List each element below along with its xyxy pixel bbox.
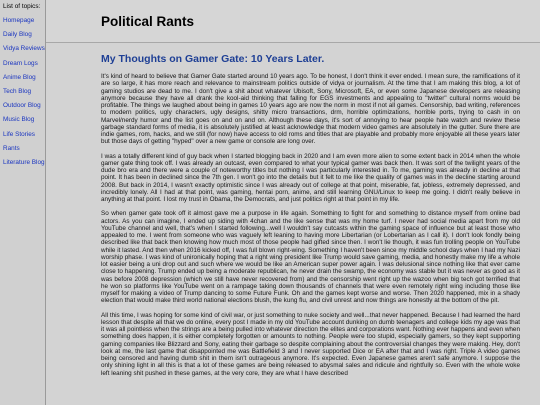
site-header	[46, 0, 540, 43]
sidebar-item-outdoor-blog[interactable]: Outdoor Blog	[3, 102, 41, 110]
sidebar-item-rants[interactable]: Rants	[3, 144, 20, 152]
post-paragraph: It's kind of heard to believe that Gamer Gate started around 10 years ago. To be honest, I don't think it ever ended. I mean sure, the ramifications of it are so large, it has more reach and relevance to mainstream politics outside of vidya or journalism. At the time that I am making this blog, a lot of gaming studios are dead to me. I don't give a shit about whatever Ubisoft, Sony, Microsoft, EA, or even some Japanese developers are releasing anymore because they have all drank the kool-aid thinking that falling for EGS investments and appealing to "twitter" cultural norms would be profitable. The things we laughed about being in games 10 years ago are now the norm in most if not all games. Censorship, bad writing, references to modern politics, ugly characters, ugly designs, shitty micro transactions, drm, horrible optimizations, horrible ports, trying to cash in on Marvel/nerdy humor and the list goes on and on and on. Although these days, it's sort of annoying to hear people hate watch and review these garbage standard forms of media, it is absolutely justified at least acknowledge that modern video games are absolutely in the gutter. Sure there are indie games, rom, hacks, and we still (for now) have access to old roms and titles that are playable and probably more enjoyable all these years later but those days of getting "hyped" over a new game or console are long over.	[101, 73, 520, 146]
sidebar-item-tech-blog[interactable]: Tech Blog	[3, 88, 32, 96]
post-paragraph: So when gamer gate took off it almost gave me a purpose in life again. Something to fight for and something to distance myself from online bad actors. As you can imagine, I ended up siding with 4chan and the like sense that was my home turf. I never had social media apart from my old YouTube channel and well, that's when I started following...well I wouldn't say cutcasts within the gaming space of influence but at least those who appealed to me. I went from someone who was vaguely left leaning to having more Libertarian (or Lobertarian as I call it). I don't look fondly being described like that back then knowing how much most of those people had gifted since then. I won't lie though, it was fun trolling people on YouTube while it lasted. And then when 2016 kicked off, I was full blown right-wing. Something I haven't been since my middle school days when I had my Nazi worship phase. I was kind of unironically hoping that a right wing president like Trump would save gaming, media, and honestly make my life a whole lot easier being a uni drop out and such where we would be like an American super power again. I was delusional since nothing like that ever came close to happening. Trump ended up being a moderate republican, he never drain the swamp, the economy was stable but it was never as good as it was before 2008 depression (which we still have never recovered from) and the censorship went right up the wazoo when big tech got terrified that he won so platforms like YouTube went on a rampage taking down thousands of channels that were even remotely right wing including those like myself for making a video of Trump dancing to some Future Funk. Oh and the games kept worse and worse. Then 2020 happened, mix in a shady election that would make third world national elections blush, the kung flu, and civil unrest and now things are honestly at the bottom of the pit.	[101, 210, 520, 305]
sidebar-item-music-blog[interactable]: Music Blog	[3, 116, 35, 124]
sidebar-item-daily-blog[interactable]: Daily Blog	[3, 31, 32, 39]
post-paragraph: I was a totally different kind of guy back when I started blogging back in 2020 and I am even more alien to some extent back in 2014 when the whole gamer gate thing took off. I was already an outcast, even compared to what your typical gamer was back then. It was sort of the twilight years of the dude bro era and there were a couple of noteworthy titles but nothing I was particularly interested in. To me, gaming was already in decline at that point. It has been in declined since the 7th gen. I won't go into the details but it felt to me like the quality of games was in the decline starting around 2008. But back in 2014, I wasn't exactly optimistic since I was already out of college at that point, miserable, fat, jobless, extremely depressed, and incredibly lonely. All I had at that point, was gaming, hentai porn, anime, and still learning GNU/Linux to keep me going. I didn't really believe in anything at that point. I lost my trust in Obama, the Democrats, and just politics right at that point in my life.	[101, 152, 520, 203]
blog-post	[46, 43, 540, 377]
sidebar-item-life-stories[interactable]: Life Stories	[3, 130, 35, 138]
main-content-area	[46, 0, 540, 405]
sidebar-item-homepage[interactable]: Homepage	[3, 17, 35, 24]
page-title: Political Rants	[101, 14, 195, 29]
sidebar-item-anime-blog[interactable]: Anime Blog	[3, 73, 36, 81]
sidebar-item-dream-logs[interactable]: Dream Logs	[3, 59, 38, 67]
post-paragraph: All this time, I was hoping for some kind of civil war, or just something to nuke society and well...that never happened. Because I had learned the hard lesson that despite all that we do online, every post I made in my old YouTube account dunking on dumb teenagers and college kids my age was that it was all pointless when the strings are a being pulled into whatever direction the elites and corporations want. Nothing ever happens and even when something does happen, it is either completely forgotten or amounts to nothing. People were too stupid, especially gamers, so they kept supporting gaming companies like Blizzard and Sony, eating their garbage so despite complaining about the controversial changes they were making. Hey, don't look at me, the last game that disappointed me was Battlefield 3 and I never supported Dice or EA after that and I was right. Triple A video games being censored and having dumb shit in them isn't outrageous anymore. It's expected. Even Japanese games aren't safe anymore. I suppose the only shining light in all this is that a lot of these games are being released to abysmal sales and ridicule and rightfully so. Even with the whole woke left leaning shit pushed in these games, at the very core, they are what I have described	[101, 311, 520, 377]
sidebar-item-literature-blog[interactable]: Literature Blog	[3, 159, 45, 167]
sidebar-heading: List of topics:	[3, 3, 41, 10]
sidebar	[0, 0, 46, 405]
sidebar-item-vidya-reviews[interactable]: Vidya Reviews	[3, 45, 45, 53]
post-title: My Thoughts on Gamer Gate: 10 Years Later.	[101, 53, 325, 65]
